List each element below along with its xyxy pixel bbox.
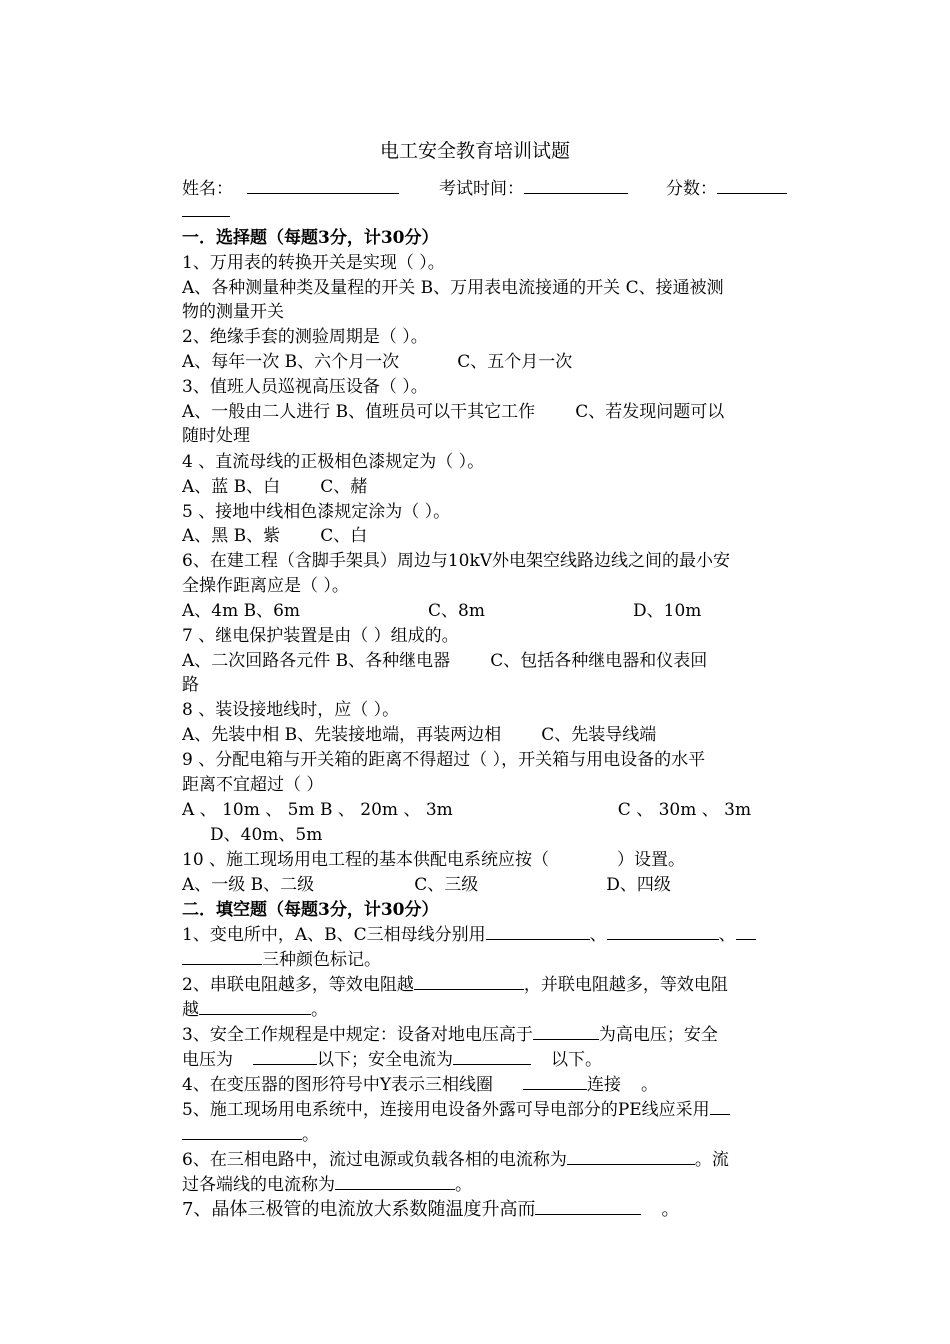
fill-3-blank-a[interactable] (533, 1023, 599, 1040)
question-3-options-cont: 随时处理 (182, 426, 250, 446)
question-4-options: A、蓝 B、白 C、赭 (182, 477, 368, 497)
exam-header (182, 177, 822, 201)
fill-6-blank-b[interactable] (335, 1173, 455, 1190)
question-1-options: A、各种测量种类及量程的开关 B、万用表电流接通的开关 C、接通被测 (182, 278, 724, 298)
question-4: 4 、直流母线的正极相色漆规定为（ ）。 (182, 452, 485, 472)
fill-6-blank-a[interactable] (567, 1148, 695, 1165)
name-label: 姓名： (182, 179, 233, 199)
fill-2-blank-a[interactable] (414, 973, 524, 990)
fill-7: 7、晶体三极管的电流放大系数随温度升高而 。 (182, 1199, 680, 1220)
score-field-continued (182, 200, 822, 224)
question-6-options: A、4m B、6m C、8m D、10m (182, 601, 702, 621)
question-5: 5 、接地中线相色漆规定涂为（ ）。 (182, 502, 451, 522)
fill-5: 5、施工现场用电系统中，连接用电设备外露可导电部分的PE线应采用 (182, 1098, 822, 1122)
question-7-options-cont: 路 (182, 675, 199, 695)
fill-2-blank-b[interactable] (199, 998, 311, 1015)
fill-3-cont: 电压为 以下；安全电流为 以下。 (182, 1050, 602, 1070)
fill-4-blank[interactable] (523, 1073, 587, 1090)
question-10: 10 、施工现场用电工程的基本供配电系统应按（ ）设置。 (182, 850, 686, 870)
question-6-cont: 全操作距离应是（ ）。 (182, 576, 349, 596)
time-label: 考试时间： (439, 179, 524, 199)
score-field-tail[interactable] (182, 200, 230, 217)
fill-4: 4、在变压器的图形符号中Y表示三相线圈 连接 。 (182, 1075, 659, 1095)
question-2: 2、绝缘手套的测验周期是（ ）。 (182, 327, 428, 347)
question-5-options: A、黑 B、紫 C、白 (182, 526, 368, 546)
time-field[interactable] (524, 177, 628, 194)
section2-heading: 二．填空题（每题3分，计30分） (182, 900, 439, 920)
fill-1: 1、变电所中，A、B、C三相母线分别用 、 、 (182, 923, 822, 947)
question-8: 8 、装设接地线时，应（ ）。 (182, 700, 400, 720)
question-9-options-cont: D、40m、5m (210, 825, 323, 845)
fill-6: 6、在三相电路中，流过电源或负载各相的电流称为 。流 (182, 1150, 729, 1170)
question-3: 3、值班人员巡视高压设备（ ）。 (182, 377, 428, 397)
fill-7-blank[interactable] (535, 1198, 641, 1215)
question-3-options: A、一般由二人进行 B、值班员可以干其它工作 C、若发现问题可以 (182, 402, 725, 422)
fill-5-blank-cont[interactable] (182, 1123, 302, 1140)
page-title: 电工安全教育培训试题 (379, 140, 570, 162)
question-1-options-cont: 物的测量开关 (182, 302, 284, 322)
question-10-options: A、一级 B、二级 C、三级 D、四级 (182, 875, 671, 895)
question-8-options: A、先装中相 B、先装接地端，再装两边相 C、先装导线端 (182, 725, 657, 745)
question-9-cont: 距离不宜超过（ ） (182, 775, 324, 795)
fill-1-blank-a[interactable] (486, 923, 590, 940)
fill-1-blank-c[interactable] (736, 923, 756, 940)
question-7: 7 、继电保护装置是由（ ）组成的。 (182, 626, 459, 646)
fill-1-blank-c-cont[interactable] (182, 948, 262, 965)
question-7-options: A、二次回路各元件 B、各种继电器 C、包括各种继电器和仪表回 (182, 651, 708, 671)
fill-3-blank-c[interactable] (453, 1048, 531, 1065)
score-field[interactable] (717, 177, 787, 194)
fill-2-cont: 越 。 (182, 1000, 328, 1020)
question-1: 1、万用表的转换开关是实现（ ）。 (182, 253, 445, 273)
fill-1-blank-b[interactable] (607, 923, 719, 940)
fill-5-blank[interactable] (710, 1098, 730, 1115)
question-2-options: A、每年一次 B、六个月一次 C、五个月一次 (182, 352, 573, 372)
fill-1-cont: 三种颜色标记。 (182, 948, 822, 972)
fill-6-cont: 过各端线的电流称为 。 (182, 1175, 472, 1195)
question-6: 6、在建工程（含脚手架具）周边与10kV外电架空线路边线之间的最小安 (182, 551, 731, 571)
fill-5-cont: 。 (182, 1123, 822, 1147)
score-label: 分数： (666, 179, 717, 199)
fill-3: 3、安全工作规程是中规定：设备对地电压高于 为高电压；安全 (182, 1025, 718, 1045)
name-field[interactable] (247, 177, 399, 194)
question-9-options: A 、 10m 、 5m B 、 20m 、 3m C 、 30m 、 3m (182, 800, 752, 820)
section1-heading: 一．选择题（每题3分，计30分） (182, 228, 439, 248)
question-9: 9 、分配电箱与开关箱的距离不得超过（ ），开关箱与用电设备的水平 (182, 750, 706, 770)
fill-2: 2、串联电阻越多，等效电阻越 ，并联电阻越多，等效电阻 (182, 975, 728, 995)
fill-3-blank-b[interactable] (253, 1048, 317, 1065)
